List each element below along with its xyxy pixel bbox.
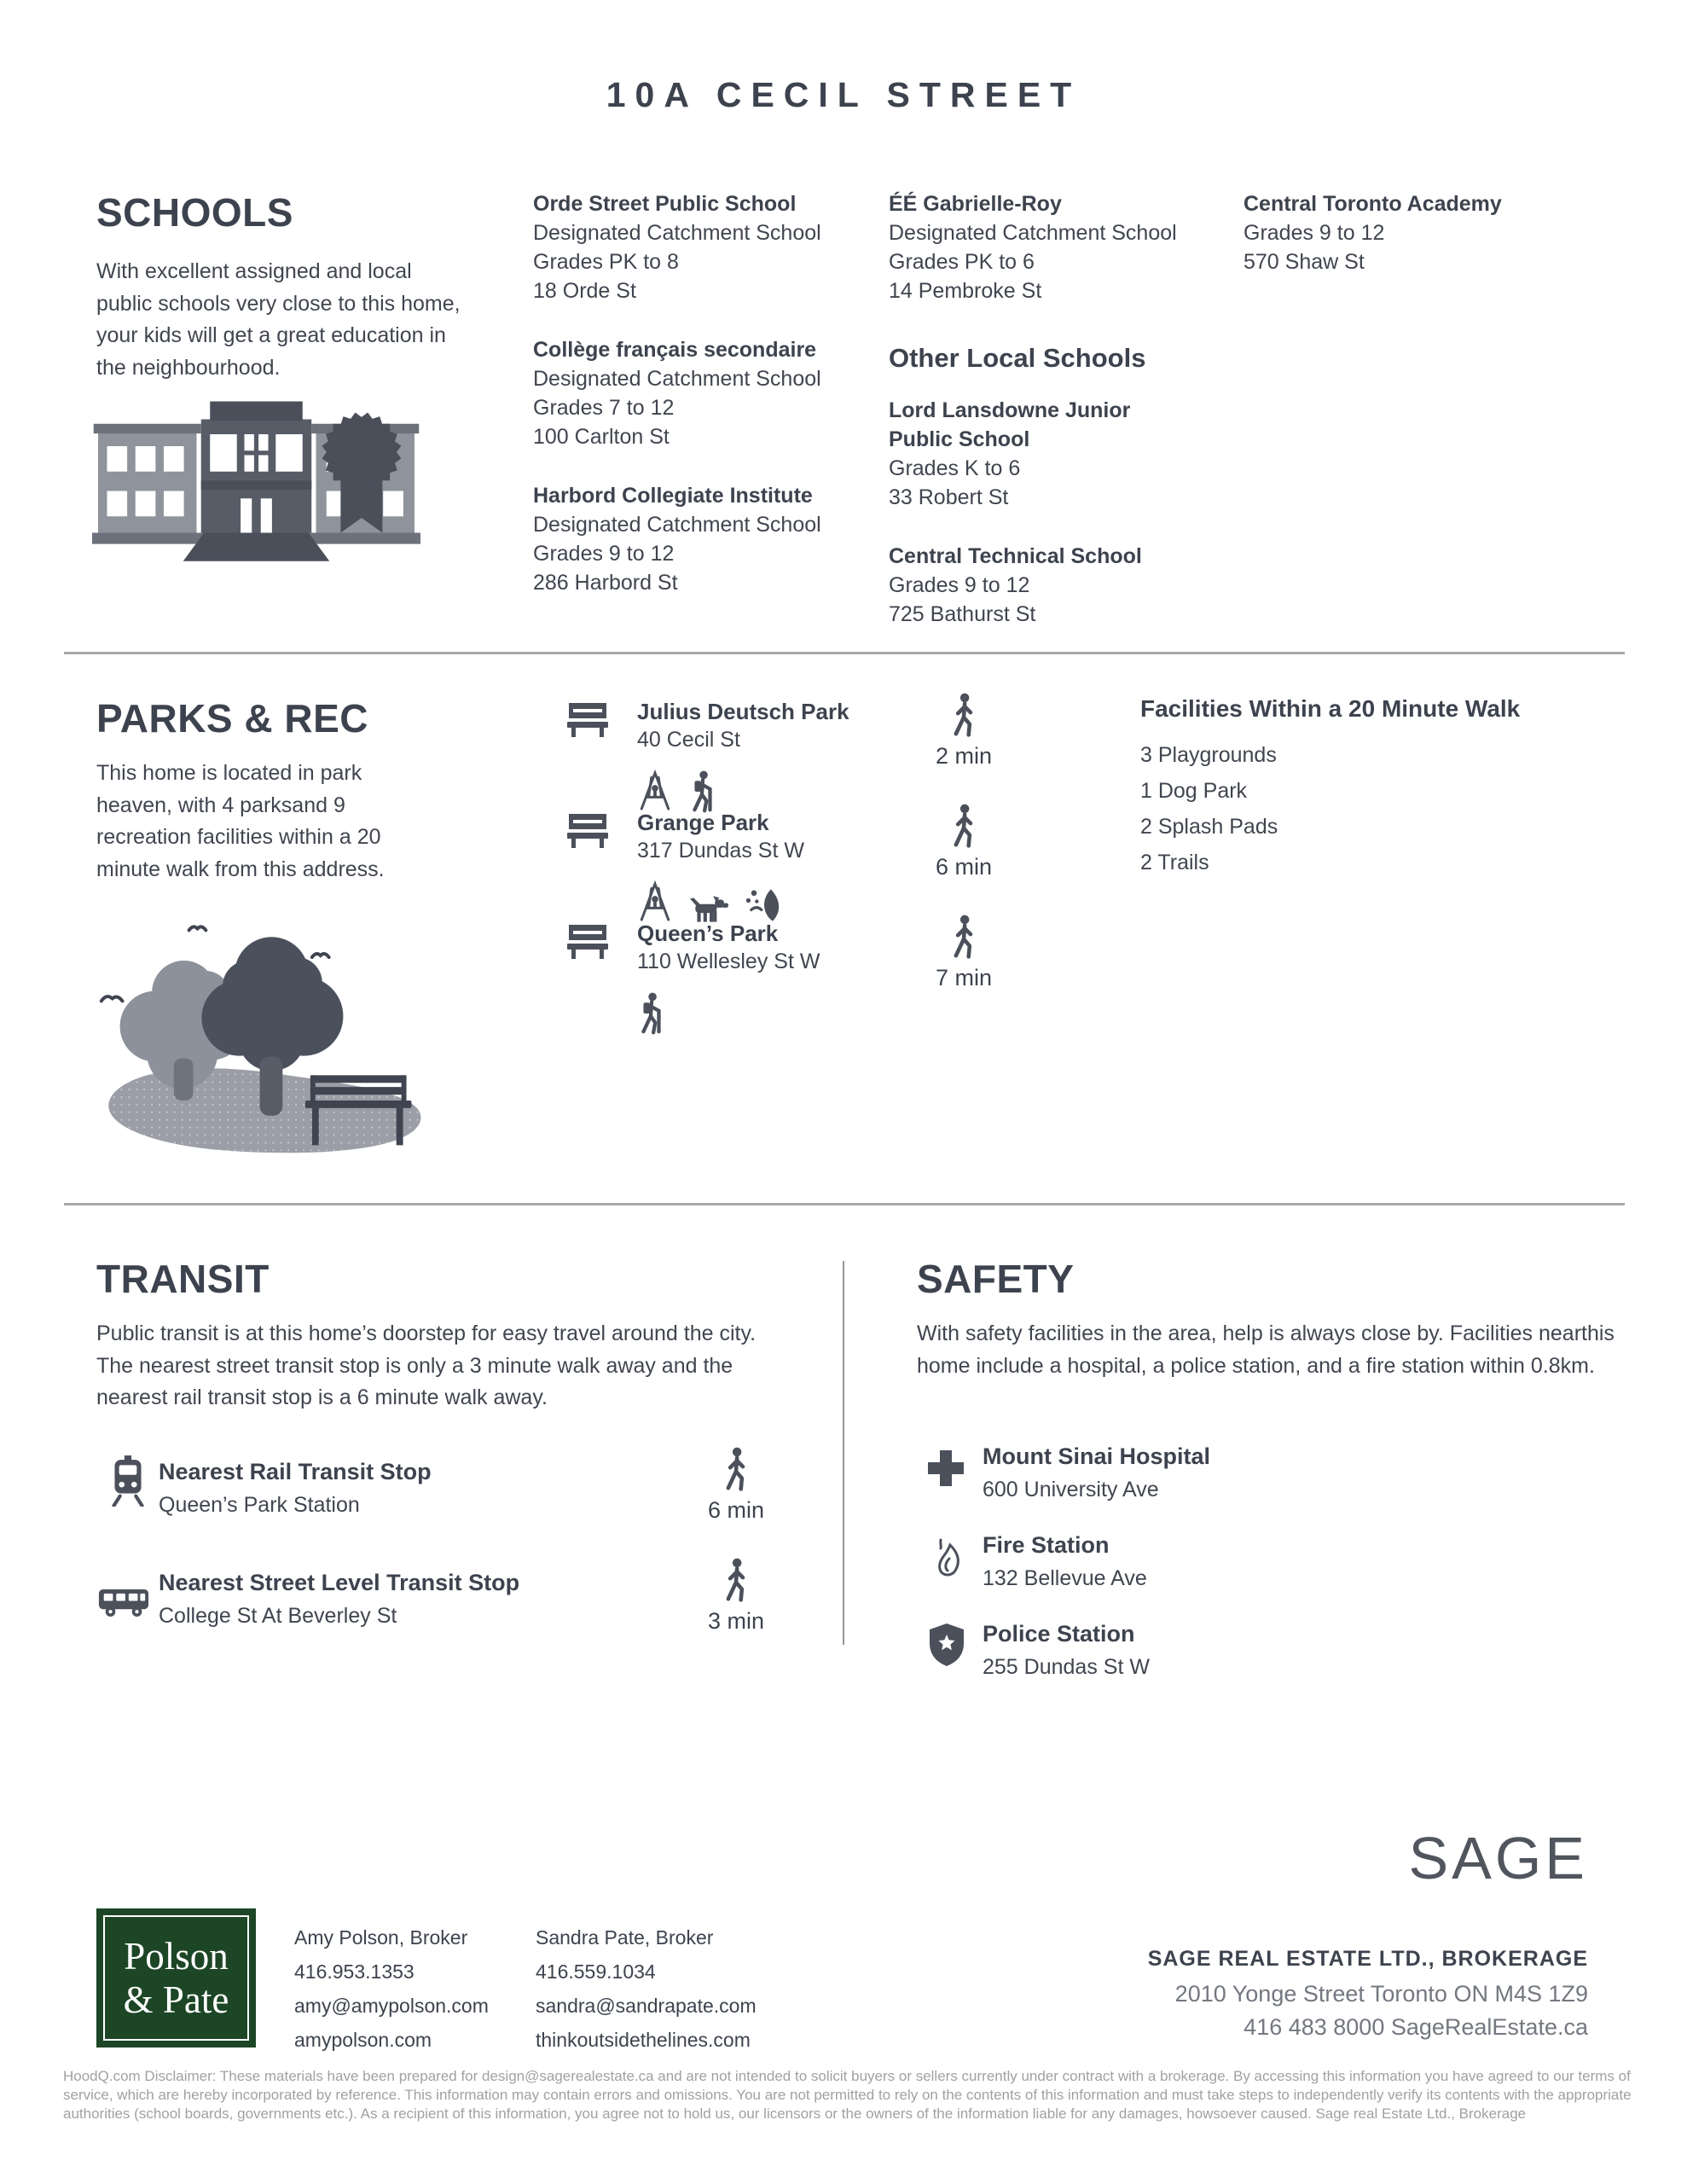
school-type: Designated Catchment School bbox=[533, 221, 821, 245]
pedestrian-icon bbox=[722, 1447, 750, 1492]
park-address: 110 Wellesley St W bbox=[637, 950, 820, 973]
schools-heading: SCHOOLS bbox=[96, 190, 293, 235]
safety-detail: 600 University Ave bbox=[983, 1478, 1159, 1502]
schools-column-catchment-1 bbox=[533, 189, 874, 627]
school-address: 570 Shaw St bbox=[1244, 250, 1365, 274]
school-grades: Grades 7 to 12 bbox=[533, 396, 675, 420]
park-bench-icon bbox=[567, 701, 608, 737]
school-name: Collège français secondaire bbox=[533, 338, 817, 362]
school-address: 725 Bathurst St bbox=[889, 602, 1036, 626]
broker-sandra-pate bbox=[536, 1920, 757, 2057]
school-address: 33 Robert St bbox=[889, 485, 1009, 509]
park-address: 40 Cecil St bbox=[637, 728, 740, 752]
walk-time-julius bbox=[923, 693, 1005, 770]
school-type: Designated Catchment School bbox=[889, 221, 1177, 245]
transit-heading: TRANSIT bbox=[96, 1257, 270, 1301]
parks-heading: PARKS & REC bbox=[96, 696, 369, 741]
school-harbord bbox=[533, 481, 874, 597]
pedestrian-icon bbox=[722, 1558, 750, 1603]
school-central-technical bbox=[889, 542, 1230, 629]
parks-description: This home is located in park heaven, with 4 parksand 9 recreation facilities within a 20 minute walk from this address. bbox=[96, 761, 385, 881]
walk-time-grange bbox=[923, 804, 1005, 880]
hospital-cross-icon bbox=[926, 1449, 965, 1488]
safety-title: Police Station bbox=[983, 1621, 1135, 1647]
school-type: Designated Catchment School bbox=[533, 367, 821, 391]
school-grades: Grades PK to 8 bbox=[533, 250, 679, 274]
logo-line2: & Pate bbox=[123, 1978, 229, 2021]
safety-item-police-station bbox=[983, 1621, 1150, 1680]
broker-phone: 416.559.1034 bbox=[536, 1960, 656, 1983]
sage-company-name: SAGE REAL ESTATE LTD., BROKERAGE bbox=[1147, 1947, 1588, 1971]
school-college-francais bbox=[533, 335, 874, 451]
broker-phone: 416.953.1353 bbox=[294, 1960, 415, 1983]
school-address: 286 Harbord St bbox=[533, 571, 678, 595]
school-name: Central Technical School bbox=[889, 544, 1142, 568]
facility-count: 1 Dog Park bbox=[1140, 779, 1248, 803]
broker-amy-polson bbox=[294, 1920, 489, 2057]
walk-minutes: 7 min bbox=[935, 965, 993, 990]
school-name: Central Toronto Academy bbox=[1244, 192, 1502, 216]
park-amenities bbox=[637, 986, 977, 1036]
pedestrian-icon bbox=[950, 915, 977, 960]
walk-minutes: 2 min bbox=[935, 743, 993, 769]
school-grades: Grades 9 to 12 bbox=[889, 573, 1030, 597]
safety-detail: 132 Bellevue Ave bbox=[983, 1566, 1147, 1590]
broker-email: amy@amypolson.com bbox=[294, 1995, 489, 2017]
stop-detail: Queen’s Park Station bbox=[159, 1493, 360, 1517]
rail-transit-stop bbox=[159, 1459, 432, 1518]
facilities-summary bbox=[1140, 695, 1635, 888]
park-name: Grange Park bbox=[637, 810, 769, 835]
transit-safety-divider bbox=[843, 1261, 844, 1645]
walk-time-queens-park bbox=[923, 915, 1005, 991]
polson-pate-logo bbox=[96, 1908, 256, 2048]
train-icon bbox=[109, 1455, 147, 1507]
school-building-icon bbox=[92, 386, 420, 566]
hiker-icon bbox=[688, 770, 717, 814]
dark-tree-icon bbox=[201, 937, 343, 1071]
walk-minutes: 6 min bbox=[707, 1497, 765, 1523]
park-row-queens-park bbox=[567, 920, 977, 1036]
school-type: Designated Catchment School bbox=[533, 513, 821, 537]
park-scene-icon bbox=[90, 897, 443, 1160]
safety-heading: SAFETY bbox=[917, 1257, 1075, 1301]
school-orde bbox=[533, 189, 874, 305]
street-transit-stop bbox=[159, 1570, 519, 1629]
school-name: Harbord Collegiate Institute bbox=[533, 484, 813, 508]
school-name: ÉÉ Gabrielle-Roy bbox=[889, 192, 1062, 216]
facility-count: 2 Splash Pads bbox=[1140, 815, 1278, 839]
stop-title: Nearest Rail Transit Stop bbox=[159, 1459, 432, 1484]
police-shield-icon bbox=[928, 1623, 965, 1667]
hiker-icon bbox=[637, 991, 666, 1036]
logo-line1: Polson bbox=[124, 1935, 229, 1978]
school-address: 100 Carlton St bbox=[533, 425, 670, 449]
stop-detail: College St At Beverley St bbox=[159, 1604, 397, 1628]
walk-time-street bbox=[695, 1558, 777, 1635]
walk-time-rail bbox=[695, 1447, 777, 1524]
school-gabrielle-roy bbox=[889, 189, 1230, 305]
section-divider bbox=[64, 1203, 1625, 1205]
park-name: Queen’s Park bbox=[637, 921, 779, 946]
park-row-grange bbox=[567, 809, 977, 925]
broker-name: Sandra Pate, Broker bbox=[536, 1926, 714, 1949]
stop-title: Nearest Street Level Transit Stop bbox=[159, 1570, 520, 1595]
park-name: Julius Deutsch Park bbox=[637, 699, 849, 724]
school-building-illustration bbox=[92, 386, 420, 566]
pedestrian-icon bbox=[950, 804, 977, 849]
schools-column-catchment-2 bbox=[889, 189, 1230, 659]
sage-address: 2010 Yonge Street Toronto ON M4S 1Z9 bbox=[1174, 1981, 1588, 2007]
safety-item-fire-station bbox=[983, 1532, 1147, 1591]
other-local-schools-heading: Other Local Schools bbox=[889, 343, 1146, 373]
school-address: 14 Pembroke St bbox=[889, 279, 1042, 303]
pedestrian-icon bbox=[950, 693, 977, 738]
school-name: Lord Lansdowne Junior Public School bbox=[889, 398, 1131, 451]
facilities-heading: Facilities Within a 20 Minute Walk bbox=[1140, 695, 1521, 722]
walk-minutes: 3 min bbox=[707, 1608, 765, 1634]
sage-logo: SAGE bbox=[1408, 1825, 1588, 1891]
flame-icon bbox=[933, 1532, 964, 1582]
facility-count: 3 Playgrounds bbox=[1140, 743, 1277, 767]
sage-contact: 416 483 8000 SageRealEstate.ca bbox=[1244, 2014, 1588, 2040]
swing-icon bbox=[637, 766, 673, 814]
safety-title: Fire Station bbox=[983, 1532, 1110, 1558]
broker-website: amypolson.com bbox=[294, 2029, 432, 2051]
safety-detail: 255 Dundas St W bbox=[983, 1655, 1150, 1679]
school-grades: Grades 9 to 12 bbox=[533, 542, 675, 566]
park-scene-illustration bbox=[90, 897, 443, 1160]
school-address: 18 Orde St bbox=[533, 279, 636, 303]
bus-icon bbox=[97, 1584, 150, 1619]
park-bench-icon bbox=[567, 812, 608, 848]
swing-icon bbox=[637, 877, 673, 925]
section-divider bbox=[64, 652, 1625, 654]
school-grades: Grades PK to 6 bbox=[889, 250, 1035, 274]
broker-name: Amy Polson, Broker bbox=[294, 1926, 468, 1949]
walk-minutes: 6 min bbox=[935, 854, 993, 880]
safety-item-hospital bbox=[983, 1443, 1210, 1502]
park-row-julius-deutsch bbox=[567, 698, 977, 814]
school-name: Orde Street Public School bbox=[533, 192, 797, 216]
page-title: 10A CECIL STREET bbox=[606, 75, 1081, 114]
school-lord-lansdowne bbox=[889, 396, 1230, 512]
broker-website: thinkoutsidethelines.com bbox=[536, 2029, 751, 2051]
school-grades: Grades 9 to 12 bbox=[1244, 221, 1385, 245]
schools-description: With excellent assigned and local public schools very close to this home, your kids will get a great education in the neighbourhood. bbox=[96, 259, 461, 380]
park-address: 317 Dundas St W bbox=[637, 839, 804, 863]
transit-description: Public transit is at this home’s doorstep for easy travel around the city. The nearest street transit stop is only a 3 minute walk away and the nearest rail transit stop is a 6 minute walk away. bbox=[96, 1321, 757, 1409]
school-grades: Grades K to 6 bbox=[889, 456, 1021, 480]
safety-description: With safety facilities in the area, help is always close by. Facilities nearthis home include a hospital, a police station, and a fire station within 0.8km. bbox=[917, 1321, 1615, 1378]
facility-count: 2 Trails bbox=[1140, 851, 1209, 874]
disclaimer-text: HoodQ.com Disclaimer: These materials have been prepared for design@sagerealestate.ca and are not intended to solicit buyers or sellers currently under contract with a brokerage. By accessing this information you have agreed to our terms of service, which are hereby incorporated by reference. This information may contain errors and omissions. You are not permitted to rely on the contents of this information and must take steps to independently verify its contents with the appropriate authorities (school boards, governments etc.). As a recipient of this information, you agree not to hold us, our licensors or the owners of the information liable for any damages, howsoever caused. Sage real Estate Ltd., Brokerage bbox=[63, 2068, 1632, 2123]
school-central-toronto-academy bbox=[1244, 189, 1585, 276]
safety-title: Mount Sinai Hospital bbox=[983, 1443, 1210, 1469]
park-bench-icon bbox=[567, 923, 608, 959]
schools-column-catchment-3 bbox=[1244, 189, 1585, 306]
broker-email: sandra@sandrapate.com bbox=[536, 1995, 757, 2017]
